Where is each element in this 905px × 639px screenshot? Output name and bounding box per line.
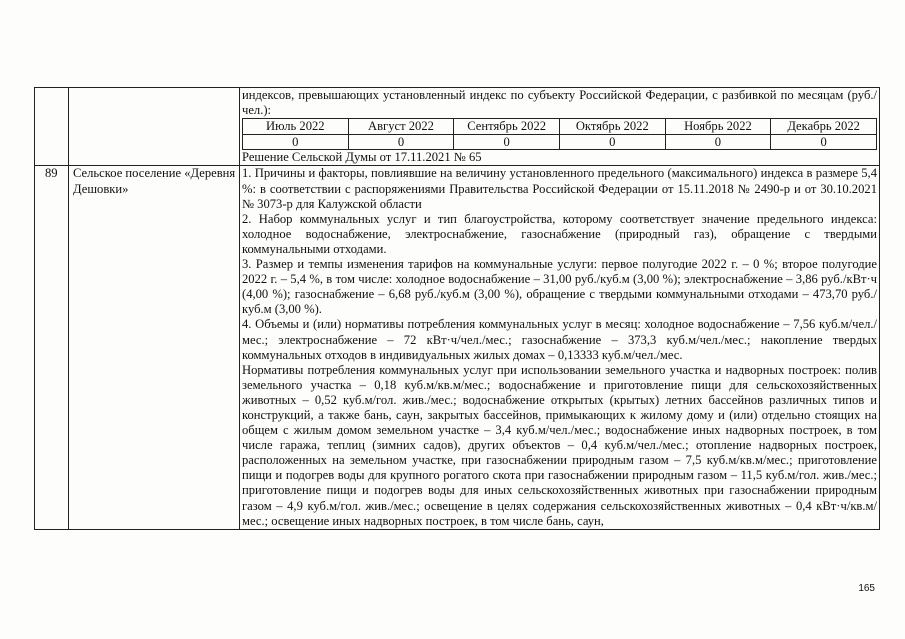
- paragraph-1: 1. Причины и факторы, повлиявшие на величину установленного предельного (максимального) индекса в размере 5,4 %: в соответствии с распоряжениями Правительства Российской Федерации от 15.11.2018 № 2490-р и от 30.10.2021 № 3073-р для Калужской области: [242, 166, 877, 211]
- month-header: Август 2022: [348, 119, 454, 135]
- intro-text: индексов, превышающих установленный индекс по субъекту Российской Федерации, с разбивкой по месяцам (руб./чел.):: [242, 88, 877, 118]
- month-value: 0: [771, 134, 877, 150]
- month-value: 0: [348, 134, 454, 150]
- decision-text: Решение Сельской Думы от 17.11.2021 № 65: [242, 150, 482, 165]
- settlement-name: Сельское поселение «Деревня Дешовки»: [69, 166, 240, 529]
- month-header: Июль 2022: [243, 119, 349, 135]
- months-header-row: [243, 119, 877, 135]
- text-cell: [240, 88, 880, 166]
- number-cell-empty: [35, 88, 69, 166]
- month-header: Сентябрь 2022: [454, 119, 560, 135]
- month-header: Декабрь 2022: [771, 119, 877, 135]
- months-value-row: [243, 134, 877, 150]
- table-row-continued: [35, 88, 880, 166]
- paragraph-2: 2. Набор коммунальных услуг и тип благоустройства, которому соответствует значение предельного индекса: холодное водоснабжение, электроснабжение, газоснабжение (природный газ), обращение с твердыми коммунальными отходами.: [242, 211, 877, 256]
- table-row-89: [35, 166, 880, 529]
- paragraph-4: 4. Объемы и (или) нормативы потребления коммунальных услуг в месяц: холодное водоснабжение – 7,56 куб.м/чел./мес.; электроснабжение – 72 кВт·ч/чел./мес.; газоснабжение – 373,3 куб.м/чел./мес.; накопление твердых коммунальных отходов в индивидуальных жилых домах – 0,13333 куб.м/чел./мес.: [242, 317, 877, 362]
- month-value: 0: [243, 134, 349, 150]
- month-header: Ноябрь 2022: [665, 119, 771, 135]
- row-89-text: [240, 166, 880, 529]
- paragraph-3: 3. Размер и темпы изменения тарифов на коммунальные услуги: первое полугодие 2022 г. – 0 %; второе полугодие 2022 г. – 5,4 %, в том числе: холодное водоснабжение – 31,00 руб./куб.м (3,00 %); электроснабжение – 3,86 руб./кВт·ч (4,00 %); газоснабжение – 6,68 руб./куб.м (3,00 %), обращение с твердыми коммунальными отходами – 473,70 руб./куб.м (3,00 %).: [242, 257, 877, 317]
- page-number: 165: [858, 583, 875, 594]
- months-table: [242, 118, 877, 150]
- month-header: Октябрь 2022: [559, 119, 665, 135]
- month-value: 0: [559, 134, 665, 150]
- month-value: 0: [665, 134, 771, 150]
- regulation-table: [34, 87, 880, 530]
- paragraph-5: Нормативы потребления коммунальных услуг при использовании земельного участка и надворных построек: полив земельного участка – 0,18 куб.м/кв.м/мес.; водоснабжение и приготовление пищи для сельскохозяйственных животных – 0,52 куб.м/гол. жив./мес.; водоснабжение открытых (крытых) летних бассейнов различных типов и конструкций, а также бань, саун, закрытых бассейнов, примыкающих к жилому дому и (или) отдельно стоящих на общем с жилым домом земельном участке – 3,4 куб.м/чел./мес.; водоснабжение иных надворных построек, в том числе гаража, теплиц (зимних садов), других объектов – 0,4 куб.м/чел./мес.; отопление надворных построек, расположенных на земельном участке, при газоснабжении природным газом – 7,5 куб.м/кв.м/мес.; приготовление пищи и подогрев воды для крупного рогатого скота при газоснабжении природным газом – 11,5 куб.м/гол. жив./мес.; приготовление пищи и подогрев воды для иных сельскохозяйственных животных при газоснабжении природным газом – 4,9 куб.м/гол. жив./мес.; освещение в целях содержания сельскохозяйственных животных – 0,4 кВт·ч/кв.м/мес.; освещение иных надворных построек, в том числе бань, саун,: [242, 362, 877, 528]
- name-cell-empty: [69, 88, 240, 166]
- row-number: 89: [35, 166, 69, 529]
- month-value: 0: [454, 134, 560, 150]
